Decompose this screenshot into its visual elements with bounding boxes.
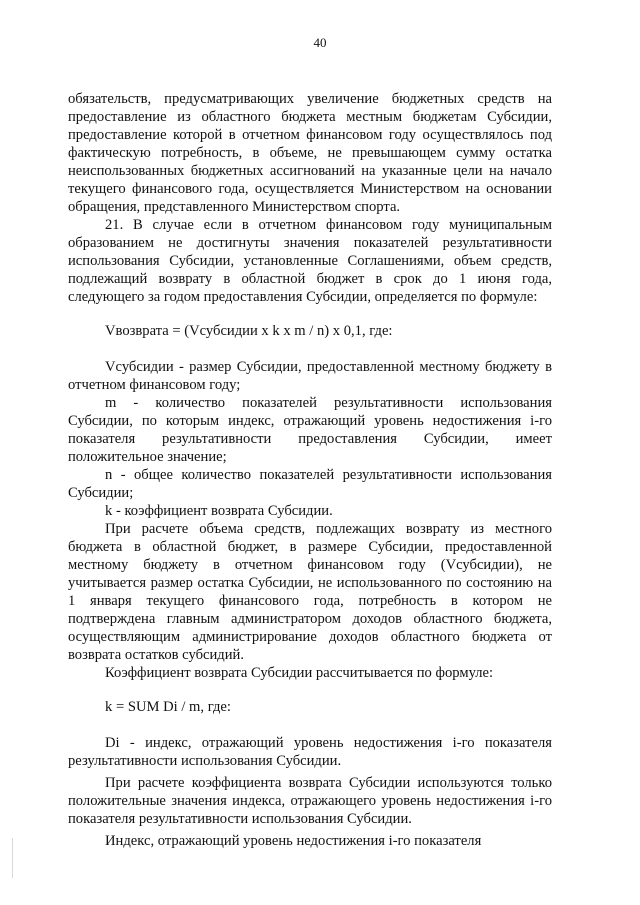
- formula-coefficient: k = SUM Di / m, где:: [105, 699, 231, 715]
- paragraph-obligations-continuation: обязательств, предусматривающих увеличение бюджетных средств на предоставление из областного бюджета местным бюджетам Субсидии, предоставление которой в отчетном финансовом году осуществлялось под фактическую потребность, в объеме, не превышающем сумму остатка неиспользованных бюджетных ассигнований на указанные цели на начало текущего финансового года, осуществляется Министерством на основании обращения, представленного Министерством спорта.: [68, 91, 552, 215]
- paragraph-clause-21: 21. В случае если в отчетном финансовом году муниципальным образованием не достигнуты значения показателей результативности использования Субсидии, установленные Соглашениями, объем средств, подлежащий возврату в областной бюджет в срок до 1 июня года, следующего за годом предоставления Субсидии, определяется по формуле:: [68, 217, 552, 305]
- definition-di: Di - индекс, отражающий уровень недостижения i-го показателя результативности использования Субсидии.: [68, 735, 552, 769]
- definition-v-subsidy: Vсубсидии - размер Субсидии, предоставленной местному бюджету в отчетном финансовом году;: [68, 359, 552, 393]
- formula-refund-volume: Vвозврата = (Vсубсидии x k x m / n) x 0,1, где:: [105, 323, 393, 339]
- scan-margin-mark: [12, 838, 13, 878]
- paragraph-coefficient-intro: Коэффициент возврата Субсидии рассчитывается по формуле:: [105, 665, 494, 681]
- page-number: 40: [313, 35, 327, 50]
- document-body: [68, 90, 552, 850]
- paragraph-positive-values: При расчете коэффициента возврата Субсидии используются только положительные значения индекса, отражающего уровень недостижения i-го показателя результативности использования Субсидии.: [68, 775, 552, 827]
- definition-m: m - количество показателей результативности использования Субсидии, по которым индекс, отражающий уровень недостижения i-го показателя результативности предоставления Субсидии, имеет положительное значение;: [68, 395, 552, 465]
- definition-n: n - общее количество показателей результативности использования Субсидии;: [68, 467, 552, 501]
- paragraph-refund-calculation: При расчете объема средств, подлежащих возврату из местного бюджета в областной бюджет, в размере Субсидии, предоставленной местному бюджету в отчетном финансовом году (Vсубсидии), не учитывается размер остатка Субсидии, не использованного по состоянию на 1 января текущего финансового года, потребность в котором не подтверждена главным администратором доходов областного бюджета, осуществляющим администрирование доходов областного бюджета от возврата остатков субсидий.: [68, 521, 552, 663]
- paragraph-index-start: Индекс, отражающий уровень недостижения i-го показателя: [105, 833, 482, 849]
- definition-k: k - коэффициент возврата Субсидии.: [105, 503, 333, 519]
